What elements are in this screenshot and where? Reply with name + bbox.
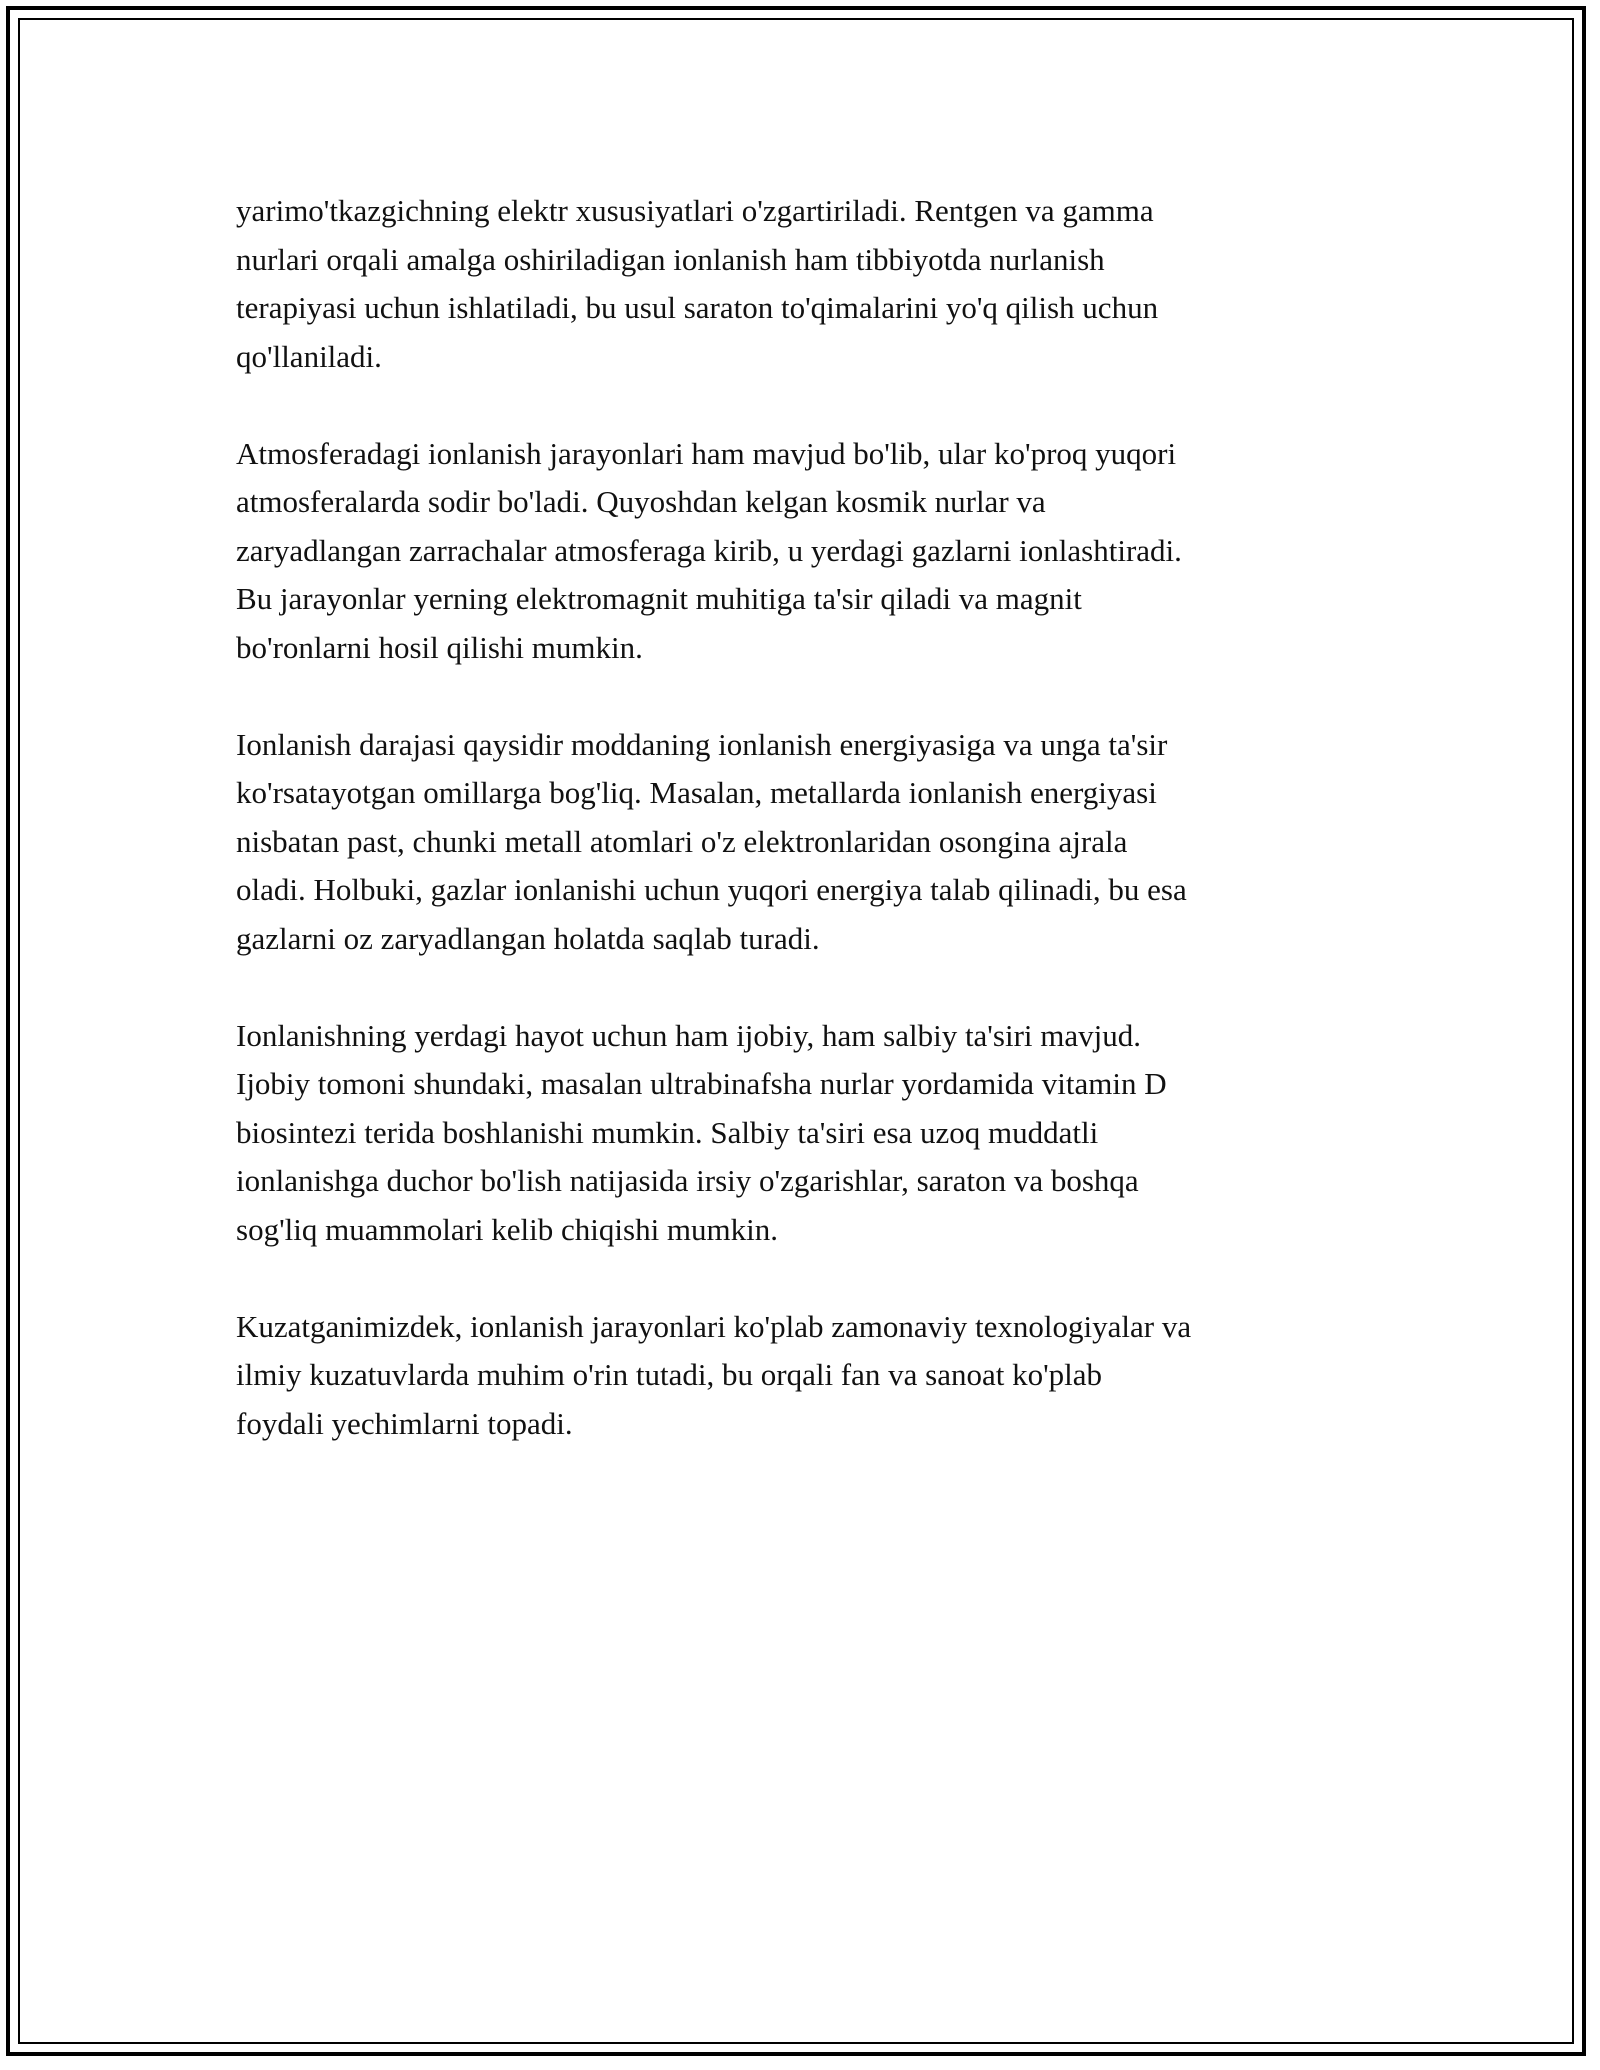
document-body	[236, 187, 1376, 1497]
paragraph-radiation-therapy: yarimo'tkazgichning elektr xususiyatlari o'zgartiriladi. Rentgen va gamma nurlari orqali amalga oshiriladigan ionlanish ham tibbiyotda nurlanish terapiyasi uchun ishlatiladi, bu usul saraton to'qimalarini yo'q qilish uchun qo'llaniladi.	[236, 193, 1159, 374]
paragraph-atmospheric-ionization: Atmosferadagi ionlanish jarayonlari ham mavjud bo'lib, ular ko'proq yuqori atmosferalarda sodir bo'ladi. Quyoshdan kelgan kosmik nurlar va zaryadlangan zarrachalar atmosferaga kirib, u yerdagi gazlarni ionlashtiradi. Bu jarayonlar yerning elektromagnit muhitiga ta'sir qiladi va magnit bo'ronlarni hosil qilishi mumkin.	[236, 435, 1182, 665]
paragraph-effects-on-life: Ionlanishning yerdagi hayot uchun ham ijobiy, ham salbiy ta'siri mavjud. Ijobiy tomoni shundaki, masalan ultrabinafsha nurlar yordamida vitamin D biosintezi terida boshlanishi mumkin. Salbiy ta'siri esa uzoq muddatli ionlanishga duchor bo'lish natijasida irsiy o'zgarishlar, saraton va boshqa sog'liq muammolari kelib chiqishi mumkin.	[236, 1017, 1167, 1247]
paragraph-ionization-energy: Ionlanish darajasi qaysidir moddaning ionlanish energiyasiga va unga ta'sir ko'rsatayotgan omillarga bog'liq. Masalan, metallarda ionlanish energiyasi nisbatan past, chunki metall atomlari o'z elektronlaridan osongina ajrala oladi. Holbuki, gazlar ionlanishi uchun yuqori energiya talab qilinadi, bu esa gazlarni oz zaryadlangan holatda saqlab turadi.	[236, 726, 1187, 956]
paragraph-conclusion: Kuzatganimizdek, ionlanish jarayonlari ko'plab zamonaviy texnologiyalar va ilmiy kuzatuvlarda muhim o'rin tutadi, bu orqali fan va sanoat ko'plab foydali yechimlarni topadi.	[236, 1308, 1192, 1441]
